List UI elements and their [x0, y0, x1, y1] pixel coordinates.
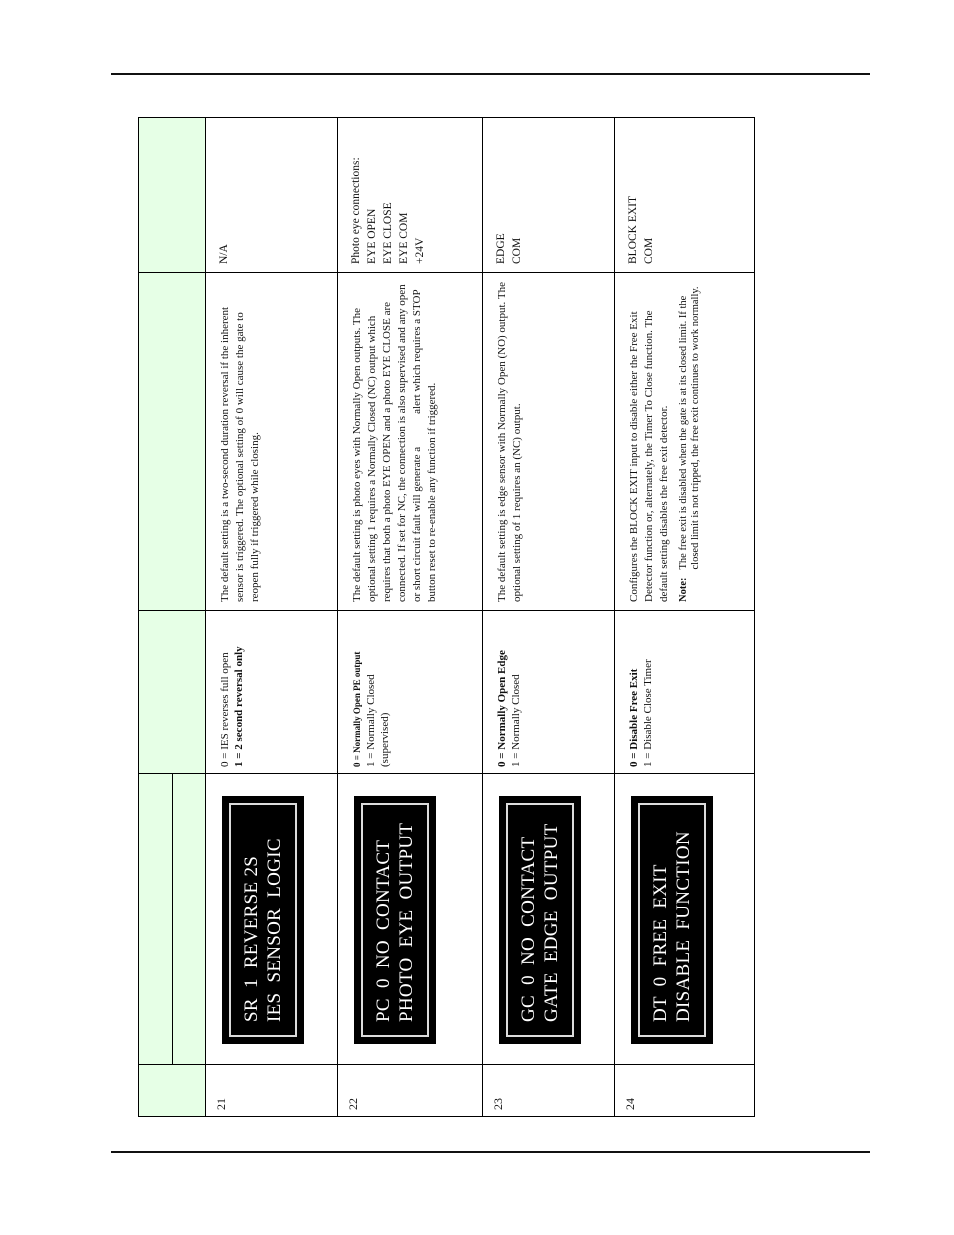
setting-option: 1 = Normally Closed: [510, 674, 523, 767]
connection-terminal: BLOCK EXIT: [626, 195, 639, 264]
lcd-line: DISABLE FUNCTION: [672, 831, 694, 1022]
description-cell: [614, 273, 754, 611]
header-cell-setting: [139, 611, 206, 774]
connection-terminal: Photo eye connections:: [349, 157, 362, 264]
row-number: 24: [614, 1065, 754, 1117]
description-cell: [483, 273, 614, 611]
connections-cell: [614, 118, 754, 273]
connection-terminal: EYE COM: [397, 212, 410, 264]
header-rule: [111, 73, 870, 75]
table-body: [206, 118, 755, 1117]
lcd-display: [499, 796, 581, 1044]
note-text: The free exit is disabled when the gate is at its closed limit. If the closed limit is not tripped, the free exit continues to work normally.: [677, 286, 701, 570]
setting-option: 1 = Disable Close Timer: [641, 659, 654, 767]
setting-option: 0 = Normally Open Edge: [496, 650, 509, 767]
table-header-row: [139, 118, 206, 1117]
table-row: [206, 118, 337, 1117]
lcd-display: [354, 796, 436, 1044]
row-number: 21: [206, 1065, 337, 1117]
connection-terminal: N/A: [218, 244, 231, 264]
lcd-line: GATE EDGE OUTPUT: [541, 823, 563, 1022]
lcd-line: DT 0 FREE EXIT: [649, 864, 671, 1022]
connections-cell: [337, 118, 482, 273]
setting-option: 1 = Normally Closed: [364, 674, 377, 767]
row-number: 22: [337, 1065, 482, 1117]
setting-option: (supervised): [378, 712, 391, 767]
setting-cell: [206, 611, 337, 774]
lcd-display-cell: [206, 774, 337, 1065]
header-cell-display: [139, 774, 206, 1065]
setting-cell: [337, 611, 482, 774]
header-cell-connections: [139, 118, 206, 273]
lcd-display-cell: [483, 774, 614, 1065]
table-row: [614, 118, 754, 1117]
lcd-display: [631, 796, 713, 1044]
note: [678, 280, 702, 602]
connection-terminal: COM: [642, 237, 655, 264]
table-row: [337, 118, 482, 1117]
lcd-display-cell: [337, 774, 482, 1065]
setting-option: 0 = Disable Free Exit: [627, 668, 640, 767]
parameter-table-rotated: [138, 118, 755, 1117]
connection-terminal: EDGE: [495, 233, 508, 264]
connection-terminal: COM: [511, 237, 524, 264]
setting-option: 0 = IES reverses full open: [219, 652, 232, 767]
header-cell-description: [139, 273, 206, 611]
note-label: Note:: [677, 577, 689, 602]
lcd-line: SR 1 REVERSE 2S: [241, 855, 263, 1022]
lcd-line: PHOTO EYE OUTPUT: [395, 822, 417, 1022]
connection-terminal: EYE OPEN: [365, 208, 378, 264]
description-cell: [337, 273, 482, 611]
connection-terminal: +24V: [413, 237, 426, 264]
setting-option: 1 = 2 second reversal only: [233, 646, 246, 767]
setting-cell: [614, 611, 754, 774]
table-row: [483, 118, 614, 1117]
header-cell-number: [139, 1065, 206, 1117]
connections-cell: [206, 118, 337, 273]
description-text: The default setting is photo eyes with Normally Open outputs. The optional setting 1 requires a Normally Closed (NC) output which requires that both a photo EYE OPEN and a photo EYE CLOSE are connected. If set for NC, the connection is also supervised and any open or short circuit fault will generate a alert which requires a STOP button reset to re-enable any function if triggered.: [350, 281, 438, 602]
lcd-line: IES SENSOR LOGIC: [264, 838, 286, 1022]
lcd-display-cell: [614, 774, 754, 1065]
description-text: The default setting is a two-second duration reversal if the inherent sensor is triggered. The optional setting of 0 will cause the gate to reopen fully if triggered while closing.: [219, 304, 262, 602]
parameter-table: [138, 117, 755, 1117]
lcd-line: PC 0 NO CONTACT: [372, 839, 394, 1022]
connections-cell: [483, 118, 614, 273]
description-text: The default setting is edge sensor with Normally Open (NO) output. The optional setting of 1 requires an (NC) output.: [496, 279, 524, 602]
description-text: Configures the BLOCK EXIT input to disable either the Free Exit Detector function or, alternately, the Timer To Close function. The default setting disables the free exit detector.: [627, 307, 670, 602]
setting-option: 0 = Normally Open PE output: [351, 651, 362, 767]
connection-terminal: EYE CLOSE: [381, 202, 394, 264]
lcd-display: [222, 796, 304, 1044]
lcd-line: GC 0 NO CONTACT: [518, 836, 540, 1022]
description-cell: [206, 273, 337, 611]
setting-cell: [483, 611, 614, 774]
footer-rule: [111, 1151, 870, 1153]
row-number: 23: [483, 1065, 614, 1117]
